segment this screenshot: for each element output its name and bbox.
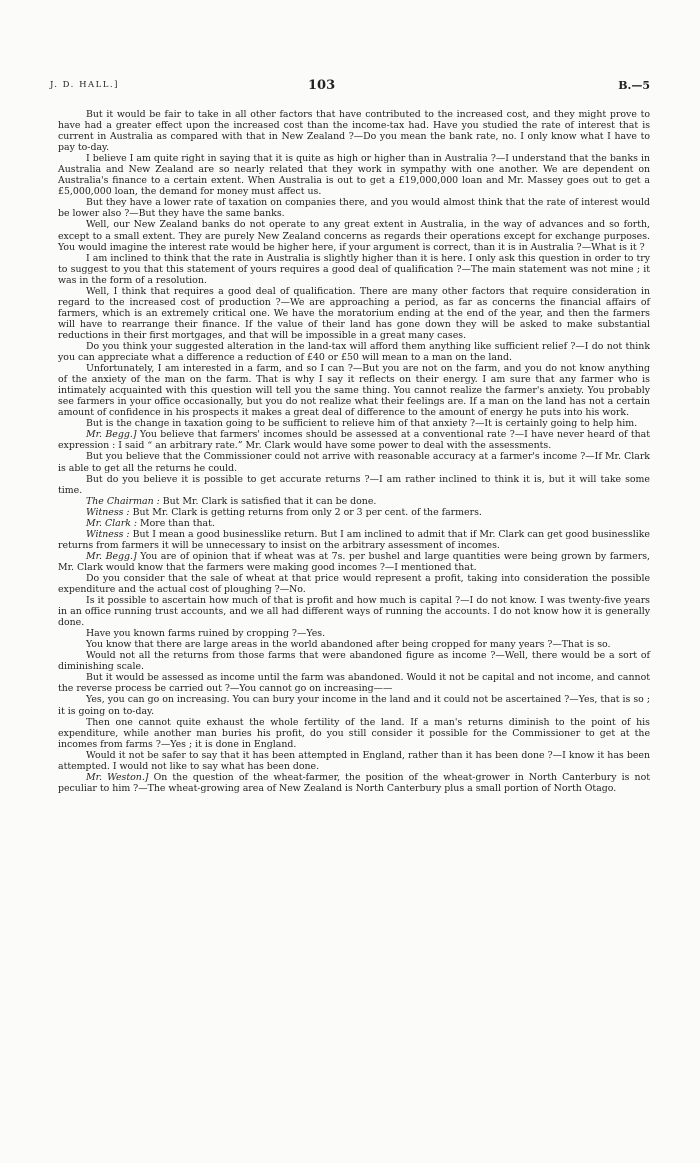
paragraph: [58, 507, 650, 518]
paragraph-text: I believe I am quite right in saying that it is quite as high or higher than in Australia ?—I understand that the banks in Australia and New Zealand are so nearly related that they work in sympathy with one another. We are dependent on Australia's finance to a certain extent. When Australia is out to get a £19,000,000 loan and Mr. Massey goes out to get a £5,000,000 loan, the demand for money must affect us.: [58, 153, 650, 198]
paragraph-text: Is it possible to ascertain how much of that is profit and how much is capital ?—I do not know. I was twenty-five years in an office running trust accounts, and we all had different ways of running the accounts. I do not know how it is generally done.: [58, 595, 650, 629]
paragraph: [58, 418, 650, 429]
paragraph: [58, 650, 650, 672]
paragraph: [58, 518, 650, 529]
paragraph: [58, 639, 650, 650]
paragraph-text: But I mean a good businesslike return. But I am inclined to admit that if Mr. Clark can get good businesslike returns from farmers it will be unnecessary to insist on the arbitrary assessment of incomes.: [58, 528, 650, 551]
page-number: 103: [308, 78, 336, 93]
paragraph: [58, 286, 650, 341]
paragraph: [58, 474, 650, 496]
speaker-label: The Chairman :: [86, 495, 160, 507]
paragraph-text: Would it not be safer to say that it has been attempted in England, rather than it has been done ?—I know it has been attempted. I would not like to say what has been done.: [58, 749, 650, 772]
document-body: [58, 109, 650, 794]
paragraph-text: I am inclined to think that the rate in Australia is slightly higher than it is here. I only ask this question in order to try to suggest to you that this statement of yours requires a good deal of qualification ?—The main statement was not mine ; it was in the form of a resolution.: [58, 252, 650, 286]
paragraph-text: But they have a lower rate of taxation on companies there, and you would almost think that the rate of interest would be lower also ?—But they have the same banks.: [58, 197, 650, 220]
paragraph-text: But Mr. Clark is getting returns from only 2 or 3 per cent. of the farmers.: [129, 506, 482, 518]
paragraph: [58, 109, 650, 153]
speaker-label: Mr. Begg.]: [86, 550, 137, 562]
paragraph: [58, 628, 650, 639]
paragraph-text: Would not all the returns from those farms that were abandoned figure as income ?—Well, there would be a sort of diminishing scale.: [58, 650, 650, 673]
paragraph: [58, 219, 650, 252]
paragraph: [58, 551, 650, 573]
document-reference: B.—5: [618, 79, 650, 92]
paragraph-text: You are of opinion that if wheat was at 7s. per bushel and large quantities were being grown by farmers, Mr. Clark would know that the farmers were making good incomes ?—I mentioned that.: [58, 550, 650, 573]
paragraph-text: But is the change in taxation going to be sufficient to relieve him of that anxiety ?—It is certainly going to help him.: [86, 418, 638, 430]
page-header: [50, 78, 650, 98]
paragraph: [58, 595, 650, 628]
paragraph: [58, 772, 650, 794]
paragraph-text: More than that.: [137, 517, 215, 529]
paragraph: [58, 197, 650, 219]
paragraph-text: You believe that farmers' incomes should be assessed at a conventional rate ?—I have never heard of that expression : I said “ an arbitrary rate.” Mr. Clark would have some power to deal with the assessments.: [58, 429, 650, 452]
paragraph-text: Have you known farms ruined by cropping ?—Yes.: [86, 628, 326, 640]
paragraph: [58, 672, 650, 694]
paragraph-text: On the question of the wheat-farmer, the position of the wheat-grower in North Canterbury is not peculiar to him ?—The wheat-growing area of New Zealand is North Canterbury plus a small portion of North Otago.: [58, 771, 651, 794]
speaker-label: Witness :: [86, 506, 130, 518]
paragraph-text: Do you think your suggested alteration in the land-tax will afford them anything like sufficient relief ?—I do not think you can appreciate what a difference a reduction of £40 or £50 will mean to a man on the land.: [58, 340, 650, 364]
paragraph: [58, 717, 650, 750]
paragraph-text: Yes, you can go on increasing. You can bury your income in the land and it could not be ascertained ?—Yes, that is so ; it is going on to-day.: [58, 694, 650, 717]
speaker-label: Mr. Weston.]: [86, 771, 149, 783]
paragraph-text: But do you believe it is possible to get accurate returns ?—I am rather inclined to think it is, but it will take some time.: [58, 473, 650, 496]
paragraph: [58, 694, 650, 716]
running-head-author: J. D. HALL.]: [50, 80, 119, 90]
paragraph-text: But it would be fair to take in all other factors that have contributed to the increased cost, and they might prove to have had a greater effect upon the increased cost than the income-tax had. Have you studied the rate of interest that is current in Australia as compared with that in New Zealand ?—Do you mean the bank rate, no. I only know what I have to pay to-day.: [58, 109, 650, 154]
paragraph-text: Well, our New Zealand banks do not operate to any great extent in Australia, in the way of advances and so forth, except to a small extent. They are purely New Zealand concerns as regards their operations except for exchange purposes. You would imagine the interest rate would be higher here, if your argument is correct, than it is in Australia ?—What is it ?: [58, 219, 650, 253]
paragraph: [58, 429, 650, 451]
speaker-label: Mr. Clark :: [86, 517, 138, 529]
paragraph: [58, 529, 650, 551]
paragraph-text: But it would be assessed as income until the farm was abandoned. Would it not be capital and not income, and cannot the reverse process be carried out ?—You cannot go on increasing——: [58, 672, 650, 695]
paragraph: [58, 253, 650, 286]
paragraph-text: Do you consider that the sale of wheat at that price would represent a profit, taking into consideration the possible expenditure and the actual cost of ploughing ?—No.: [58, 572, 650, 596]
paragraph: [58, 750, 650, 772]
speaker-label: Witness :: [86, 528, 130, 540]
paragraph-text: Well, I think that requires a good deal of qualification. There are many other factors that require consideration in regard to the increased cost of production ?—We are approaching a period, as far as concerns the financial affairs of farmers, which is an extremely critical one. We have the moratorium ending at the end of the year, and then the farmers will have to rearrange their finance. If the value of their land has gone down they will be asked to make substantial reductions in their first mortgages, and that will be impossible in a great many cases.: [58, 285, 650, 341]
paragraph-text: You know that there are large areas in the world abandoned after being cropped for many years ?—That is so.: [86, 639, 611, 651]
paragraph: [58, 341, 650, 363]
paragraph-text: Unfortunately, I am interested in a farm, and so I can ?—But you are not on the farm, and you do not know anything of the anxiety of the man on the farm. That is why I say it reflects on their energy. I am sure that any farmer who is intimately acquainted with this question will tell you the same thing. You cannot realize the farmer's anxiety. You probably see farmers in your office occasionally, but you do not realize what their feelings are. If a man on the land has not a certain amount of confidence in his prospects it makes a great deal of difference to the amount of energy he puts into his work.: [58, 363, 650, 419]
speaker-label: Mr. Begg.]: [86, 429, 137, 441]
paragraph: [58, 573, 650, 595]
paragraph-text: Then one cannot quite exhaust the whole fertility of the land. If a man's returns diminish to the point of his expenditure, while another man buries his profit, do you still consider it possible for the Commissioner to get at the incomes from farms ?—Yes ; it is done in England.: [58, 716, 650, 750]
paragraph: [58, 451, 650, 473]
paragraph-text: But Mr. Clark is satisfied that it can be done.: [159, 495, 377, 507]
paragraph: [58, 153, 650, 197]
paragraph-text: But you believe that the Commissioner could not arrive with reasonable accuracy at a farmer's income ?—If Mr. Clark is able to get all the returns he could.: [58, 451, 650, 474]
paragraph: [58, 363, 650, 418]
paragraph: [58, 496, 650, 507]
